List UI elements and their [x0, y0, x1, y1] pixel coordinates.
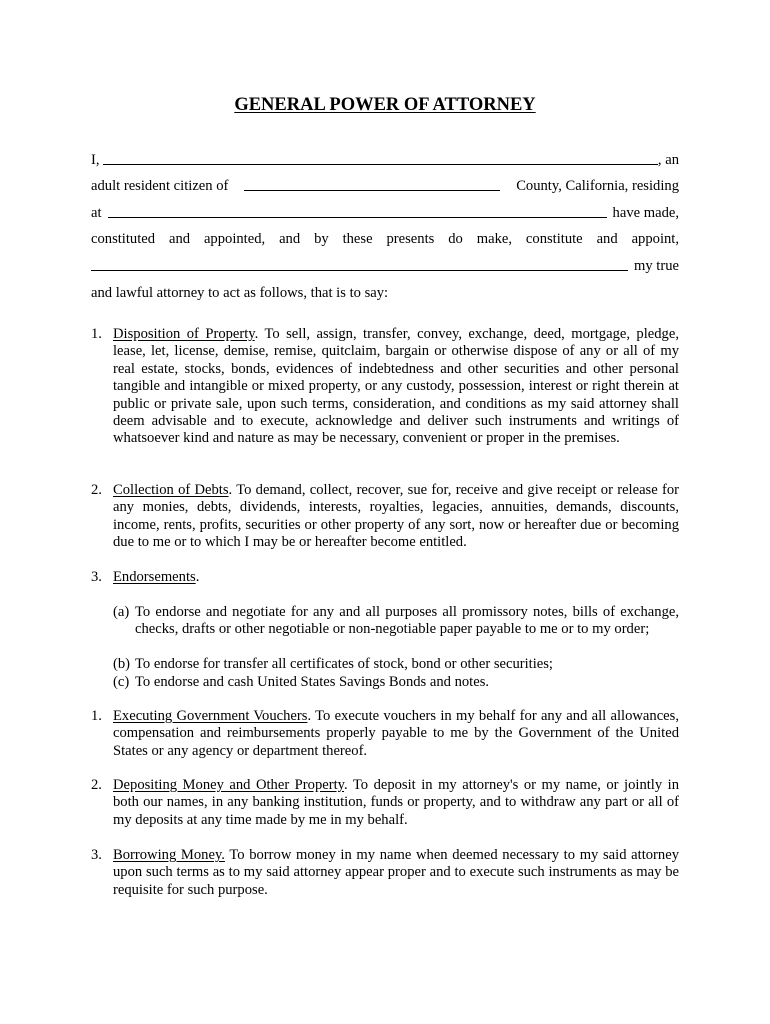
intro-line-4: constituted and appointed, and by these presents do make, constitute and appoint,	[91, 231, 679, 247]
section-disposition-of-property	[91, 326, 679, 448]
section-number: 1.	[91, 326, 102, 342]
principal-name-blank[interactable]	[103, 150, 658, 165]
intro-line-3	[91, 203, 679, 223]
section-text: . To sell, assign, transfer, convey, exchange, deed, mortgage, pledge, lease, let, license, demise, remise, quitclaim, bargain or otherwise dispose of any or all of my real estate, stocks, bonds, evidences of indebtedness and other securities and other personal tangible and intangible or mixed property, or any custody, possession, interest or right therein at public or private sale, upon such terms, consideration, and conditions as my said attorney shall deem advisable and to execute, acknowledge and deliver such instruments and writings of whatsoever kind and nature as may be necessary, convenient or proper in the premises.	[113, 326, 679, 447]
intro-line-1-start: I,	[91, 152, 100, 168]
endorsement-text: To endorse for transfer all certificates of stock, bond or other securities;	[135, 656, 553, 672]
endorsement-label: (a)	[113, 604, 130, 620]
intro-line-1-end: , an	[657, 152, 679, 168]
section-number: 3.	[91, 847, 102, 863]
endorsement-item-a	[113, 604, 679, 639]
section-text: . To execute vouchers in my behalf for any and all allowances, compensation and reimbursements properly payable to me by the Government of the United States or any agency or department thereof.	[113, 708, 679, 759]
section-number: 1.	[91, 708, 102, 724]
endorsement-text: To endorse and negotiate for any and all purposes all promissory notes, bills of exchange, checks, drafts or other negotiable or non-negotiable paper payable to me or to my order;	[135, 604, 679, 638]
endorsement-item-c	[113, 674, 679, 691]
section-depositing-money	[91, 777, 679, 829]
section-text: . To deposit in my attorney's or my name, or jointly in both our names, in any banking institution, funds or property, and to withdraw any part or all of my deposits at any time made by me in my behalf.	[113, 777, 679, 828]
section-number: 2.	[91, 777, 102, 793]
section-text: To borrow money in my name when deemed necessary to my said attorney upon such terms as to my said attorney appear proper and to execute such instruments as may be requisite for such purpose.	[113, 847, 679, 898]
section-heading: Borrowing Money.	[113, 847, 225, 863]
intro-line-3-end: have made,	[612, 205, 679, 221]
intro-line-5-end: my true	[634, 258, 679, 274]
section-heading: Executing Government Vouchers	[113, 708, 308, 724]
section-heading: Endorsements	[113, 569, 196, 585]
section-heading: Collection of Debts	[113, 482, 229, 498]
section-collection-of-debts	[91, 482, 679, 552]
intro-line-1	[91, 150, 679, 170]
section-endorsements	[91, 569, 679, 586]
document-title: GENERAL POWER OF ATTORNEY	[234, 95, 536, 115]
endorsement-item-b	[113, 656, 679, 673]
section-heading: Disposition of Property	[113, 326, 255, 342]
intro-line-6: and lawful attorney to act as follows, that is to say:	[91, 285, 389, 301]
section-heading: Depositing Money and Other Property	[113, 777, 344, 793]
intro-line-2	[91, 176, 679, 196]
section-executing-government-vouchers	[91, 708, 679, 760]
address-blank[interactable]	[108, 203, 607, 218]
attorney-name-blank[interactable]	[91, 256, 628, 271]
endorsement-text: To endorse and cash United States Savings Bonds and notes.	[135, 674, 490, 690]
intro-line-3-start: at	[91, 205, 102, 221]
section-borrowing-money	[91, 847, 679, 899]
endorsement-label: (c)	[113, 674, 130, 690]
section-number: 3.	[91, 569, 102, 585]
intro-line-2-start: adult resident citizen of	[91, 178, 229, 194]
intro-line-5	[91, 256, 679, 276]
section-text: .	[195, 569, 200, 585]
section-text: . To demand, collect, recover, sue for, receive and give receipt or release for any monies, debts, dividends, interests, royalties, legacies, annuities, demands, discounts, income, rents, profits, securities or other property of any sort, now or hereafter due or becoming due to me or to which I may be or hereafter become entitled.	[113, 482, 679, 551]
county-blank[interactable]	[244, 176, 500, 191]
endorsement-label: (b)	[113, 656, 131, 672]
intro-line-2-end: County, California, residing	[516, 178, 679, 194]
section-number: 2.	[91, 482, 102, 498]
